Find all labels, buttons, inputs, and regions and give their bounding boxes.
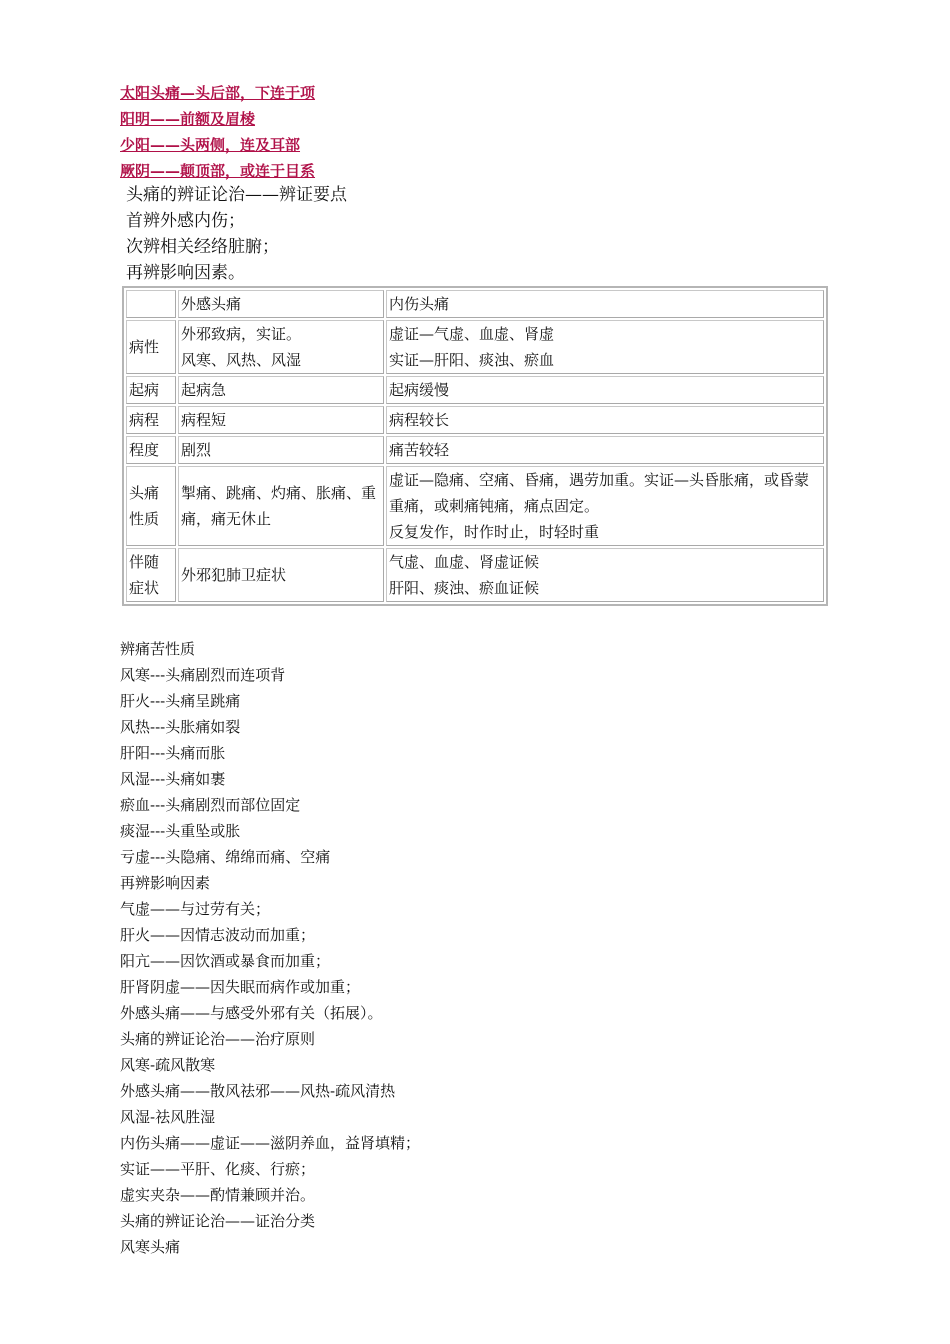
external-cell: 外邪犯肺卫症状 [178,548,384,602]
table-row [126,320,824,374]
text-line: 头痛的辨证论治——治疗原则 [120,1030,316,1048]
cell-line: 肝阳、痰浊、瘀血证候 [389,579,540,597]
internal-cell [386,320,824,374]
table-row [126,466,824,546]
text-line: 亏虚---头隐痛、绵绵而痛、空痛 [120,848,331,866]
cell-line: 气虚、血虚、肾虚证候 [389,553,540,571]
text-line: 辨痛苦性质 [120,640,196,658]
text-line: 阳亢——因饮酒或暴食而加重； [120,952,331,970]
cell-line: 外邪致病，实证。 [181,325,302,343]
table-row [126,436,824,464]
cell-line: 反复发作，时作时止，时轻时重 [389,523,600,541]
key-point: 次辨相关经络脏腑； [126,237,279,257]
table-row [126,548,824,602]
external-cell: 掣痛、跳痛、灼痛、胀痛、重痛，痛无休止 [178,466,384,546]
text-line: 瘀血---头痛剧烈而部位固定 [120,796,301,814]
heading-link-yangming[interactable]: 阳明——前额及眉棱 [120,110,256,128]
key-point: 再辨影响因素。 [126,263,245,283]
text-line: 实证——平肝、化痰、行瘀； [120,1160,316,1178]
external-cell: 病程短 [178,406,384,434]
internal-cell [386,466,824,546]
row-label: 伴随症状 [126,548,176,602]
internal-cell: 痛苦较轻 [386,436,824,464]
internal-cell [386,548,824,602]
text-line: 肝肾阴虚——因失眠而病作或加重； [120,978,361,996]
text-line: 肝阳---头痛而胀 [120,744,226,762]
text-line: 风湿-祛风胜湿 [120,1108,216,1126]
table-header-empty [126,290,176,318]
text-line: 风寒头痛 [120,1238,181,1256]
comparison-table [122,286,828,606]
external-cell [178,320,384,374]
heading-link-taiyang[interactable]: 太阳头痛—头后部，下连于项 [120,84,316,102]
text-line: 外感头痛——与感受外邪有关（拓展）。 [120,1004,383,1022]
text-line: 风湿---头痛如裹 [120,770,226,788]
text-line: 痰湿---头重坠或胀 [120,822,241,840]
internal-cell: 起病缓慢 [386,376,824,404]
cell-line: 风寒、风热、风湿 [181,351,302,369]
text-line: 风热---头胀痛如裂 [120,718,241,736]
text-line: 肝火---头痛呈跳痛 [120,692,241,710]
key-points-section [126,182,347,286]
text-line: 肝火——因情志波动而加重； [120,926,316,944]
text-line: 气虚——与过劳有关； [120,900,271,918]
meridian-headings [120,80,315,184]
row-label: 头痛性质 [126,466,176,546]
text-line: 风寒-疏风散寒 [120,1056,216,1074]
table-header-internal: 内伤头痛 [386,290,824,318]
key-point: 首辨外感内伤； [126,211,245,231]
cell-line: 实证—肝阳、痰浊、瘀血 [389,351,555,369]
body-text [120,636,420,1260]
table-row [126,406,824,434]
cell-line: 虚证—隐痛、空痛、昏痛，遇劳加重。实证—头昏胀痛，或昏蒙重痛，或刺痛钝痛，痛点固定。 [389,471,810,515]
row-label: 病性 [126,320,176,374]
table-header-external: 外感头痛 [178,290,384,318]
external-cell: 剧烈 [178,436,384,464]
heading-link-jueyin[interactable]: 厥阴——颠顶部，或连于目系 [120,162,316,180]
text-line: 内伤头痛——虚证——滋阴养血，益肾填精； [120,1134,421,1152]
text-line: 再辨影响因素 [120,874,211,892]
row-label: 程度 [126,436,176,464]
row-label: 起病 [126,376,176,404]
section-title: 头痛的辨证论治——辨证要点 [126,185,347,205]
text-line: 头痛的辨证论治——证治分类 [120,1212,316,1230]
internal-cell: 病程较长 [386,406,824,434]
external-cell: 起病急 [178,376,384,404]
row-label: 病程 [126,406,176,434]
text-line: 外感头痛——散风祛邪——风热-疏风清热 [120,1082,396,1100]
table-header-row [126,290,824,318]
heading-link-shaoyang[interactable]: 少阳——头两侧，连及耳部 [120,136,301,154]
cell-line: 虚证—气虚、血虚、肾虚 [389,325,555,343]
table-row [126,376,824,404]
text-line: 风寒---头痛剧烈而连项背 [120,666,286,684]
text-line: 虚实夹杂——酌情兼顾并治。 [120,1186,316,1204]
